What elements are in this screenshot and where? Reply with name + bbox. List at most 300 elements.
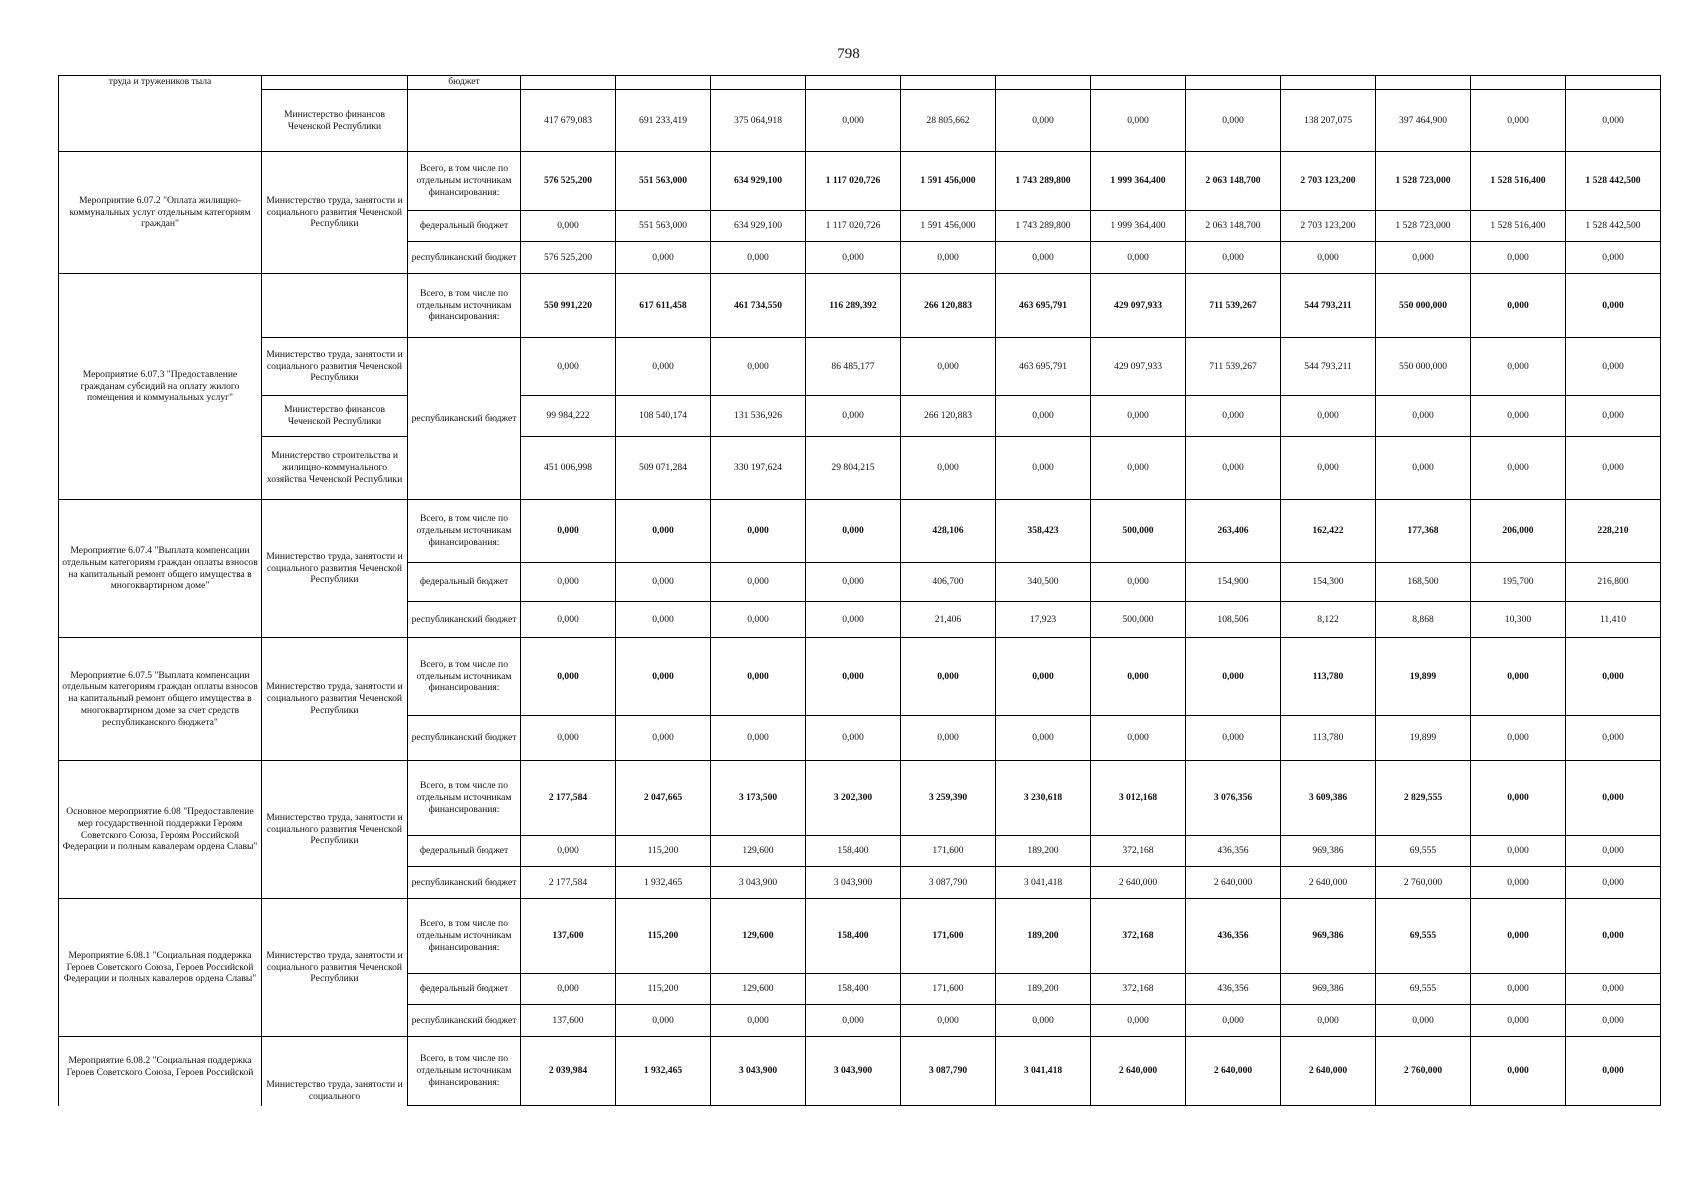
table-cell: 189,200: [996, 899, 1091, 974]
table-cell: 108,506: [1186, 602, 1281, 638]
table-cell: 0,000: [1281, 396, 1376, 437]
table-cell: 1 999 364,400: [1091, 152, 1186, 211]
table-cell: 372,168: [1091, 974, 1186, 1005]
table-cell: Министерство финансов Чеченской Республики: [262, 90, 408, 152]
table-cell: 0,000: [1091, 396, 1186, 437]
table-cell: 0,000: [1471, 338, 1566, 396]
table-cell: 2 640,000: [1091, 1037, 1186, 1106]
table-cell: 108 540,174: [616, 396, 711, 437]
table-row: [59, 152, 1661, 211]
table-cell: 436,356: [1186, 836, 1281, 867]
table-cell: 115,200: [616, 899, 711, 974]
table-row: [59, 437, 1661, 500]
table-cell: 162,422: [1281, 500, 1376, 563]
table-cell: 0,000: [616, 1005, 711, 1037]
table-cell: 0,000: [806, 396, 901, 437]
table-cell: 1 743 289,800: [996, 152, 1091, 211]
table-cell: 969,386: [1281, 836, 1376, 867]
table-cell: 0,000: [1091, 90, 1186, 152]
table-cell: 158,400: [806, 899, 901, 974]
table-cell: 3 041,418: [996, 1037, 1091, 1106]
table-cell: 429 097,933: [1091, 338, 1186, 396]
table-cell: 113,780: [1281, 716, 1376, 761]
table-cell: 0,000: [521, 836, 616, 867]
table-cell: 1 117 020,726: [806, 211, 901, 242]
table-cell: 634 929,100: [711, 211, 806, 242]
table-cell: 0,000: [1471, 836, 1566, 867]
table-cell: 463 695,791: [996, 274, 1091, 338]
table-cell: 551 563,000: [616, 211, 711, 242]
table-cell: 372,168: [1091, 836, 1186, 867]
table-cell: 0,000: [806, 716, 901, 761]
table-cell: Министерство строительства и жилищно-коммунального хозяйства Чеченской Республики: [262, 437, 408, 500]
table-cell: 0,000: [1566, 1005, 1661, 1037]
table-row: [59, 90, 1661, 152]
table-cell: республиканский бюджет: [408, 602, 521, 638]
table-cell: 691 233,419: [616, 90, 711, 152]
table-cell: 463 695,791: [996, 338, 1091, 396]
table-cell: 0,000: [616, 563, 711, 602]
table-cell: 115,200: [616, 836, 711, 867]
table-cell: 0,000: [1281, 437, 1376, 500]
table-cell: 417 679,083: [521, 90, 616, 152]
table-cell: 69,555: [1376, 836, 1471, 867]
table-cell: 0,000: [521, 500, 616, 563]
table-cell: 2 640,000: [1281, 1037, 1376, 1106]
table-cell: [1566, 76, 1661, 90]
table-cell: 2 703 123,200: [1281, 152, 1376, 211]
table-cell: Министерство труда, занятости и социального: [262, 1037, 408, 1106]
table-cell: 397 464,900: [1376, 90, 1471, 152]
table-cell: 0,000: [1566, 90, 1661, 152]
table-cell: 0,000: [1186, 437, 1281, 500]
table-cell: 550 000,000: [1376, 274, 1471, 338]
table-cell: 2 177,584: [521, 761, 616, 836]
table-cell: 0,000: [1471, 899, 1566, 974]
table-cell: 0,000: [806, 500, 901, 563]
table-cell: 0,000: [1186, 396, 1281, 437]
table-cell: Мероприятие 6.07.5 "Выплата компенсации отдельным категориям граждан оплаты взносов на капитальный ремонт общего имущества в многоквартирном доме за счет средств республиканского бюджета": [59, 638, 262, 761]
table-row: [59, 338, 1661, 396]
table-cell: [1471, 76, 1566, 90]
table-cell: 375 064,918: [711, 90, 806, 152]
table-row: [59, 76, 1661, 90]
table-cell: 0,000: [1186, 1005, 1281, 1037]
table-cell: 3 087,790: [901, 867, 996, 899]
table-cell: 19,899: [1376, 638, 1471, 716]
table-cell: 0,000: [901, 338, 996, 396]
table-cell: 0,000: [1471, 90, 1566, 152]
table-cell: [616, 76, 711, 90]
table-cell: 3 609,386: [1281, 761, 1376, 836]
table-cell: 137,600: [521, 899, 616, 974]
table-cell: Министерство труда, занятости и социального развития Чеченской Республики: [262, 338, 408, 396]
table-row: [59, 274, 1661, 338]
table-cell: 3 043,900: [806, 1037, 901, 1106]
table-cell: 189,200: [996, 836, 1091, 867]
table-cell: Всего, в том числе по отдельным источникам финансирования:: [408, 500, 521, 563]
table-row: [59, 500, 1661, 563]
table-cell: 406,700: [901, 563, 996, 602]
table-cell: 330 197,624: [711, 437, 806, 500]
table-cell: 0,000: [1471, 867, 1566, 899]
table-cell: Министерство труда, занятости и социального развития Чеченской Республики: [262, 500, 408, 638]
table-cell: [262, 274, 408, 338]
table-cell: 0,000: [1566, 437, 1661, 500]
table-cell: 0,000: [1471, 761, 1566, 836]
table-cell: 2 177,584: [521, 867, 616, 899]
table-cell: 171,600: [901, 836, 996, 867]
table-cell: 154,900: [1186, 563, 1281, 602]
table-cell: 8,122: [1281, 602, 1376, 638]
table-cell: 171,600: [901, 899, 996, 974]
table-cell: 1 528 442,500: [1566, 152, 1661, 211]
table-cell: 0,000: [711, 602, 806, 638]
table-cell: 372,168: [1091, 899, 1186, 974]
table-cell: 1 591 456,000: [901, 152, 996, 211]
table-cell: 0,000: [711, 1005, 806, 1037]
table-cell: 461 734,550: [711, 274, 806, 338]
table-cell: 1 117 020,726: [806, 152, 901, 211]
table-cell: 158,400: [806, 974, 901, 1005]
table-cell: 0,000: [996, 638, 1091, 716]
table-cell: Министерство труда, занятости и социального развития Чеченской Республики: [262, 899, 408, 1037]
table-cell: 0,000: [1281, 242, 1376, 274]
table-cell: [521, 76, 616, 90]
table-cell: [408, 90, 521, 152]
table-cell: Всего, в том числе по отдельным источникам финансирования:: [408, 899, 521, 974]
table-cell: 0,000: [1091, 638, 1186, 716]
table-cell: 2 640,000: [1186, 1037, 1281, 1106]
table-cell: федеральный бюджет: [408, 974, 521, 1005]
table-cell: 137,600: [521, 1005, 616, 1037]
table-cell: 129,600: [711, 974, 806, 1005]
table-cell: бюджет: [408, 76, 521, 90]
table-cell: 228,210: [1566, 500, 1661, 563]
table-cell: 0,000: [1566, 716, 1661, 761]
table-cell: 0,000: [901, 437, 996, 500]
table-cell: 0,000: [616, 500, 711, 563]
table-cell: 3 043,900: [711, 867, 806, 899]
table-body: [59, 76, 1661, 1106]
table-cell: 3 012,168: [1091, 761, 1186, 836]
table-row: [59, 1037, 1661, 1106]
table-cell: Мероприятие 6.07.2 "Оплата жилищно-коммунальных услуг отдельным категориям граждан": [59, 152, 262, 274]
table-cell: 0,000: [521, 338, 616, 396]
table-cell: 0,000: [1471, 1005, 1566, 1037]
table-cell: 154,300: [1281, 563, 1376, 602]
table-cell: 969,386: [1281, 899, 1376, 974]
table-cell: 1 528 516,400: [1471, 152, 1566, 211]
table-cell: федеральный бюджет: [408, 836, 521, 867]
table-cell: 0,000: [1566, 836, 1661, 867]
table-cell: 0,000: [711, 500, 806, 563]
page-number: 798: [837, 46, 860, 62]
table-cell: 1 528 516,400: [1471, 211, 1566, 242]
table-cell: 0,000: [1091, 716, 1186, 761]
table-cell: 99 984,222: [521, 396, 616, 437]
table-cell: 10,300: [1471, 602, 1566, 638]
table-cell: 116 289,392: [806, 274, 901, 338]
table-cell: 0,000: [1471, 974, 1566, 1005]
table-cell: 0,000: [1186, 242, 1281, 274]
table-cell: 0,000: [1376, 242, 1471, 274]
table-cell: 0,000: [711, 242, 806, 274]
table-cell: [1091, 76, 1186, 90]
table-cell: 0,000: [996, 716, 1091, 761]
table-cell: 0,000: [1566, 867, 1661, 899]
table-cell: 358,423: [996, 500, 1091, 563]
table-row: [59, 761, 1661, 836]
table-cell: [262, 76, 408, 90]
table-cell: Всего, в том числе по отдельным источникам финансирования:: [408, 152, 521, 211]
table-cell: 3 173,500: [711, 761, 806, 836]
table-cell: 550 991,220: [521, 274, 616, 338]
table-cell: 2 760,000: [1376, 867, 1471, 899]
table-cell: 711 539,267: [1186, 338, 1281, 396]
table-cell: 0,000: [521, 602, 616, 638]
table-cell: республиканский бюджет: [408, 242, 521, 274]
table-cell: 969,386: [1281, 974, 1376, 1005]
table-cell: республиканский бюджет: [408, 338, 521, 500]
table-cell: [901, 76, 996, 90]
table-cell: 115,200: [616, 974, 711, 1005]
table-cell: 0,000: [1281, 1005, 1376, 1037]
table-cell: республиканский бюджет: [408, 867, 521, 899]
table-cell: 129,600: [711, 899, 806, 974]
table-cell: 0,000: [996, 90, 1091, 152]
table-cell: 0,000: [711, 338, 806, 396]
table-cell: 2 063 148,700: [1186, 152, 1281, 211]
table-cell: 2 640,000: [1281, 867, 1376, 899]
table-cell: 0,000: [1376, 396, 1471, 437]
table-cell: 436,356: [1186, 899, 1281, 974]
budget-table: [58, 75, 1661, 1106]
table-cell: 0,000: [1471, 638, 1566, 716]
table-cell: 436,356: [1186, 974, 1281, 1005]
table-cell: 0,000: [1091, 1005, 1186, 1037]
table-cell: 0,000: [616, 242, 711, 274]
table-cell: 0,000: [901, 638, 996, 716]
table-cell: 69,555: [1376, 899, 1471, 974]
table-cell: 266 120,883: [901, 396, 996, 437]
table-cell: 0,000: [901, 242, 996, 274]
table-cell: 0,000: [996, 242, 1091, 274]
table-cell: Мероприятие 6.07.3 "Предоставление гражданам субсидий на оплату жилого помещения и коммунальных услуг": [59, 274, 262, 500]
table-cell: 0,000: [1091, 563, 1186, 602]
table-cell: 3 043,900: [711, 1037, 806, 1106]
table-cell: 86 485,177: [806, 338, 901, 396]
table-cell: 0,000: [1566, 974, 1661, 1005]
table-cell: 544 793,211: [1281, 338, 1376, 396]
table-cell: 0,000: [1566, 899, 1661, 974]
table-cell: 0,000: [1091, 437, 1186, 500]
table-cell: 0,000: [521, 716, 616, 761]
table-cell: 1 591 456,000: [901, 211, 996, 242]
table-cell: 0,000: [1471, 716, 1566, 761]
table-cell: 0,000: [1471, 242, 1566, 274]
table-cell: 0,000: [521, 563, 616, 602]
table-cell: 1 528 442,500: [1566, 211, 1661, 242]
table-cell: 1 932,465: [616, 867, 711, 899]
table-cell: 0,000: [616, 338, 711, 396]
table-cell: 2 640,000: [1186, 867, 1281, 899]
table-cell: 0,000: [1566, 274, 1661, 338]
table-cell: 551 563,000: [616, 152, 711, 211]
table-cell: 0,000: [521, 974, 616, 1005]
table-cell: 550 000,000: [1376, 338, 1471, 396]
table-cell: 0,000: [1566, 396, 1661, 437]
table-cell: 2 703 123,200: [1281, 211, 1376, 242]
table-row: [59, 899, 1661, 974]
table-cell: Мероприятие 6.08.2 "Социальная поддержка Героев Советского Союза, Героев Российской: [59, 1037, 262, 1106]
table-cell: 0,000: [616, 638, 711, 716]
table-cell: 0,000: [996, 396, 1091, 437]
table-cell: 0,000: [1471, 396, 1566, 437]
table-cell: 0,000: [1566, 242, 1661, 274]
table-cell: 0,000: [806, 90, 901, 152]
table-cell: 2 640,000: [1091, 867, 1186, 899]
table-cell: 17,923: [996, 602, 1091, 638]
table-cell: Основное мероприятие 6.08 "Предоставление мер государственной поддержки Героям Советского Союза, Героям Российской Федерации и полным кавалерам ордена Славы": [59, 761, 262, 899]
table-cell: 0,000: [711, 716, 806, 761]
table-cell: 500,000: [1091, 500, 1186, 563]
table-cell: 0,000: [616, 716, 711, 761]
table-cell: 576 525,200: [521, 152, 616, 211]
table-cell: Всего, в том числе по отдельным источникам финансирования:: [408, 638, 521, 716]
table-cell: 0,000: [996, 437, 1091, 500]
table-cell: 0,000: [1186, 716, 1281, 761]
table-cell: Всего, в том числе по отдельным источникам финансирования:: [408, 1037, 521, 1106]
table-cell: 0,000: [521, 211, 616, 242]
table-cell: 1 743 289,800: [996, 211, 1091, 242]
table-cell: 206,000: [1471, 500, 1566, 563]
table-cell: 0,000: [1091, 242, 1186, 274]
table-cell: 0,000: [616, 602, 711, 638]
table-cell: 0,000: [1566, 638, 1661, 716]
table-cell: Министерство финансов Чеченской Республики: [262, 396, 408, 437]
table-cell: 0,000: [806, 242, 901, 274]
table-cell: 1 528 723,000: [1376, 152, 1471, 211]
table-cell: 177,368: [1376, 500, 1471, 563]
table-cell: 340,500: [996, 563, 1091, 602]
table-cell: 0,000: [996, 1005, 1091, 1037]
table-cell: Министерство труда, занятости и социального развития Чеченской Республики: [262, 761, 408, 899]
table-cell: 0,000: [1471, 274, 1566, 338]
table-cell: 0,000: [806, 602, 901, 638]
table-cell: 129,600: [711, 836, 806, 867]
table-cell: 171,600: [901, 974, 996, 1005]
table-cell: труда и тружеников тыла: [59, 76, 262, 152]
table-cell: федеральный бюджет: [408, 563, 521, 602]
table-cell: 3 259,390: [901, 761, 996, 836]
table-cell: 266 120,883: [901, 274, 996, 338]
table-cell: 0,000: [1566, 761, 1661, 836]
table-cell: 1 528 723,000: [1376, 211, 1471, 242]
table-cell: 11,410: [1566, 602, 1661, 638]
table-cell: 711 539,267: [1186, 274, 1281, 338]
table-cell: 0,000: [901, 1005, 996, 1037]
table-cell: [1376, 76, 1471, 90]
table-cell: 3 076,356: [1186, 761, 1281, 836]
table-cell: 429 097,933: [1091, 274, 1186, 338]
table-cell: [1281, 76, 1376, 90]
table-cell: 0,000: [901, 716, 996, 761]
table-cell: Мероприятие 6.07.4 "Выплата компенсации отдельным категориям граждан оплаты взносов на капитальный ремонт общего имущества в многоквартирном доме": [59, 500, 262, 638]
table-cell: 0,000: [1376, 437, 1471, 500]
table-cell: 0,000: [1471, 1037, 1566, 1106]
table-cell: 3 041,418: [996, 867, 1091, 899]
table-cell: 576 525,200: [521, 242, 616, 274]
table-cell: 0,000: [806, 638, 901, 716]
table-cell: 500,000: [1091, 602, 1186, 638]
table-cell: 131 536,926: [711, 396, 806, 437]
table-cell: 617 611,458: [616, 274, 711, 338]
table-cell: 2 039,984: [521, 1037, 616, 1106]
table-cell: 3 087,790: [901, 1037, 996, 1106]
table-cell: 189,200: [996, 974, 1091, 1005]
table-row: [59, 396, 1661, 437]
table-cell: 451 006,998: [521, 437, 616, 500]
table-cell: [1186, 76, 1281, 90]
table-cell: 0,000: [1566, 338, 1661, 396]
table-cell: 2 063 148,700: [1186, 211, 1281, 242]
table-cell: 69,555: [1376, 974, 1471, 1005]
table-cell: Всего, в том числе по отдельным источникам финансирования:: [408, 761, 521, 836]
table-cell: 113,780: [1281, 638, 1376, 716]
table-cell: 0,000: [1186, 90, 1281, 152]
table-cell: 3 202,300: [806, 761, 901, 836]
table-cell: 216,800: [1566, 563, 1661, 602]
table-cell: 0,000: [1186, 638, 1281, 716]
table-cell: 509 071,284: [616, 437, 711, 500]
table-cell: 0,000: [806, 563, 901, 602]
table-cell: 28 805,662: [901, 90, 996, 152]
table-cell: 21,406: [901, 602, 996, 638]
table-cell: 428,106: [901, 500, 996, 563]
table-cell: республиканский бюджет: [408, 716, 521, 761]
table-cell: [996, 76, 1091, 90]
table-cell: 544 793,211: [1281, 274, 1376, 338]
table-cell: 634 929,100: [711, 152, 806, 211]
table-cell: 1 999 364,400: [1091, 211, 1186, 242]
table-cell: 0,000: [711, 563, 806, 602]
table-cell: 263,406: [1186, 500, 1281, 563]
table-cell: федеральный бюджет: [408, 211, 521, 242]
table-cell: 29 804,215: [806, 437, 901, 500]
table-row: [59, 638, 1661, 716]
table-cell: Мероприятие 6.08.1 "Социальная поддержка Героев Советского Союза, Героев Российской Федерации и полных кавалеров ордена Славы": [59, 899, 262, 1037]
table-cell: 3 043,900: [806, 867, 901, 899]
table-cell: 2 047,665: [616, 761, 711, 836]
table-cell: 2 829,555: [1376, 761, 1471, 836]
table-cell: 8,868: [1376, 602, 1471, 638]
table-cell: республиканский бюджет: [408, 1005, 521, 1037]
table-cell: [806, 76, 901, 90]
table-cell: [711, 76, 806, 90]
table-cell: 3 230,618: [996, 761, 1091, 836]
table-cell: 0,000: [1566, 1037, 1661, 1106]
table-cell: 0,000: [711, 638, 806, 716]
table-cell: 2 760,000: [1376, 1037, 1471, 1106]
table-cell: Министерство труда, занятости и социального развития Чеченской Республики: [262, 638, 408, 761]
table-cell: 195,700: [1471, 563, 1566, 602]
table-cell: Всего, в том числе по отдельным источникам финансирования:: [408, 274, 521, 338]
table-cell: 0,000: [806, 1005, 901, 1037]
table-cell: 158,400: [806, 836, 901, 867]
table-cell: 0,000: [521, 638, 616, 716]
table-cell: 1 932,465: [616, 1037, 711, 1106]
